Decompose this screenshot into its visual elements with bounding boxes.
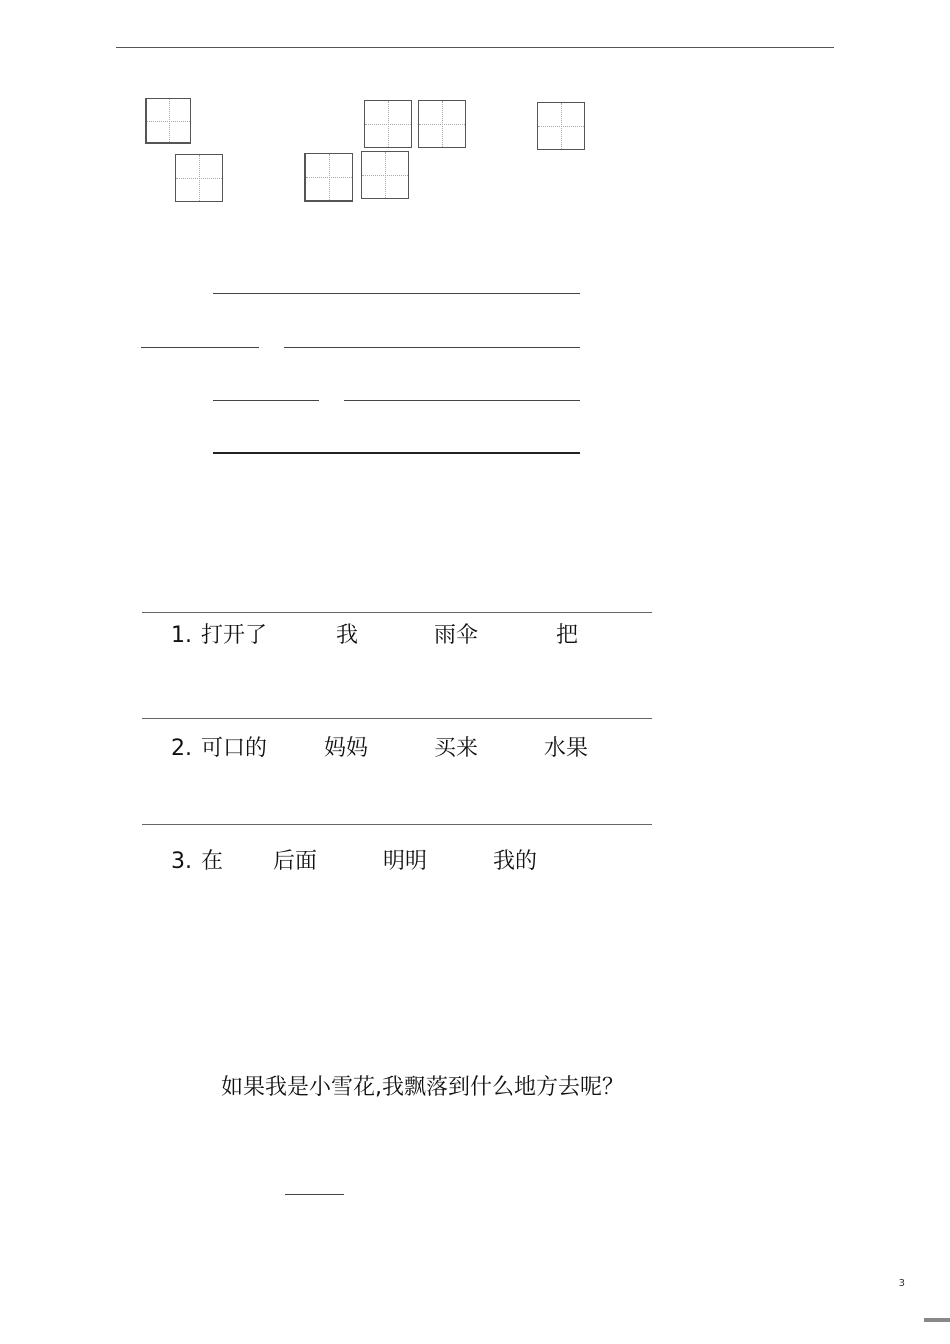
- writing-prompt: 如果我是小雪花,我飘落到什么地方去呢？: [221, 1075, 624, 1100]
- row-number: 1.: [171, 623, 192, 648]
- writing-grid-box[interactable]: [537, 102, 585, 150]
- word-chip: 买来: [434, 736, 479, 761]
- writing-grid-box[interactable]: [175, 154, 223, 202]
- writing-grid-box[interactable]: [304, 153, 353, 202]
- word-chip: 妈妈: [324, 736, 369, 761]
- page-number: 3: [898, 1278, 905, 1289]
- answer-line[interactable]: [285, 1194, 344, 1195]
- row-number: 2.: [171, 736, 192, 761]
- word-chip: 我: [336, 623, 359, 648]
- row-rule: [142, 718, 652, 719]
- word-chip: 把: [556, 623, 579, 648]
- writing-grid-box[interactable]: [145, 98, 191, 144]
- writing-grid-box[interactable]: [361, 151, 409, 199]
- answer-line[interactable]: [213, 400, 319, 401]
- word-chip: 可口的: [201, 736, 268, 761]
- word-chip: 明明: [383, 849, 428, 874]
- word-chip: 我的: [493, 849, 538, 874]
- row-rule: [142, 612, 652, 613]
- row-number: 3.: [171, 849, 192, 874]
- word-chip: 水果: [544, 736, 589, 761]
- row-rule: [142, 824, 652, 825]
- writing-grid-box[interactable]: [418, 100, 466, 148]
- answer-line[interactable]: [284, 347, 580, 348]
- page-corner-mark: [924, 1318, 950, 1322]
- answer-line[interactable]: [141, 347, 259, 348]
- word-chip: 后面: [273, 849, 318, 874]
- word-chip: 打开了: [201, 623, 268, 648]
- writing-grid-box[interactable]: [364, 100, 412, 148]
- answer-line[interactable]: [344, 400, 580, 401]
- answer-line[interactable]: [213, 293, 580, 294]
- header-rule: [116, 47, 834, 48]
- answer-line[interactable]: [213, 452, 580, 454]
- word-chip: 雨伞: [434, 623, 479, 648]
- word-chip: 在: [201, 849, 224, 874]
